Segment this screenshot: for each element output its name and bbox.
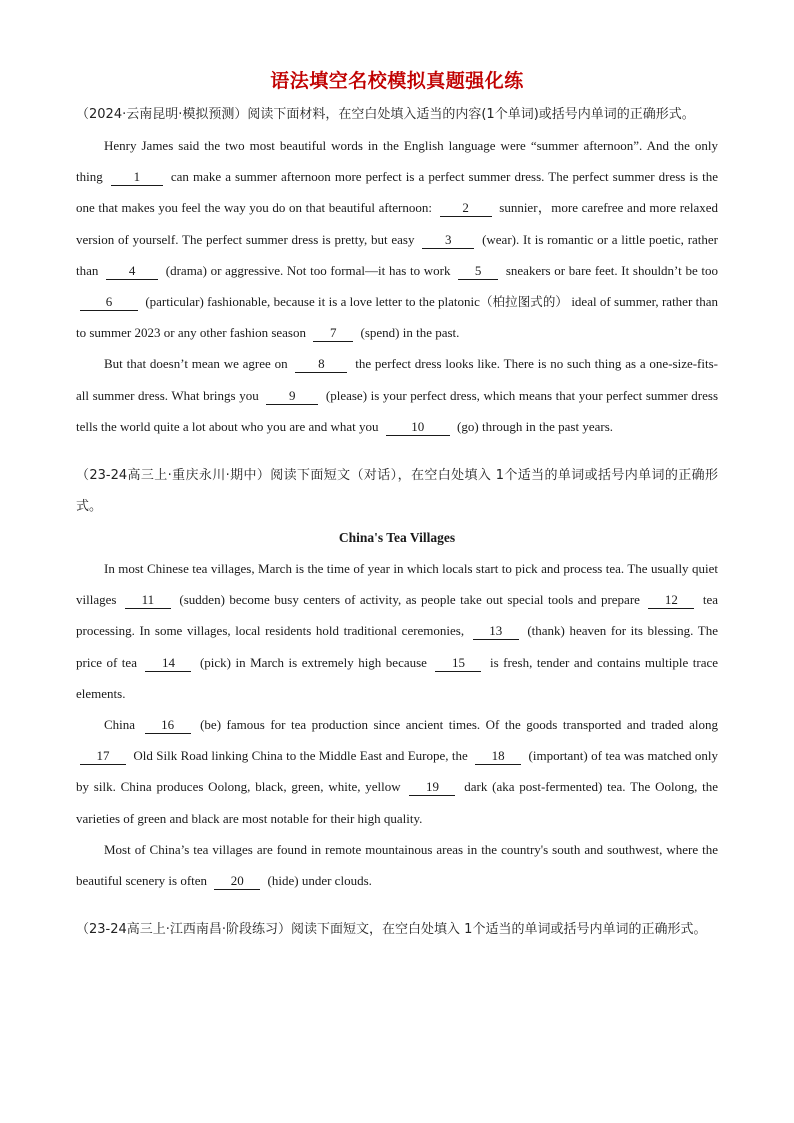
blank-4: 4: [106, 263, 158, 280]
blank-11: 11: [125, 592, 171, 609]
section-1-paragraph-2: But that doesn’t mean we agree on 8 the perfect dress looks like. There is no such thing as a one-size-fits-all summer dress. What brings you 9 (please) is your perfect dress, which means that your perfect summer dress tells the world quite a lot about who you are and what you 10 (go) through in the past years.: [76, 356, 719, 434]
blank-8: 8: [295, 356, 347, 373]
blank-20: 20: [214, 873, 260, 890]
blank-3: 3: [422, 232, 474, 249]
page-title: 语法填空名校模拟真题强化练: [270, 70, 524, 92]
section-2-paragraph-2: China 16 (be) famous for tea production since ancient times. Of the goods transported and traded along 17 Old Silk Road linking China to the Middle East and Europe, the 18 (important) of tea was matched only by silk. China produces Oolong, black, green, white, yellow 19 dark (aka post-fermented) tea. The Oolong, the varieties of green and black are most notable for their high quality.: [76, 717, 719, 826]
section-2-paragraph-1: In most Chinese tea villages, March is the time of year in which locals start to pick and process tea. The usually quiet villages 11 (sudden) become busy centers of activity, as people take out special tools and prepare 12 tea processing. In some villages, local residents hold traditional ceremonies, 13 (thank) heaven for its blessing. The price of tea 14 (pick) in March is extremely high because 15 is fresh, tender and contains multiple trace elements.: [76, 561, 719, 701]
blank-6: 6: [80, 294, 138, 311]
passage-title: China's Tea Villages: [338, 530, 456, 546]
blank-2: 2: [440, 200, 492, 217]
section-2-paragraph-3: Most of China’s tea villages are found in remote mountainous areas in the country's south and southwest, where the beautiful scenery is often 20 (hide) under clouds.: [76, 841, 718, 889]
section-3-instructions: （23-24高三上·江西南昌·阶段练习）阅读下面短文，在空白处填入 1个适当的单词或括号内单词的正确形式。: [76, 922, 707, 938]
blank-13: 13: [473, 623, 519, 640]
blank-12: 12: [648, 592, 694, 609]
blank-17: 17: [80, 748, 126, 765]
section-1-paragraph-1: Henry James said the two most beautiful words in the English language were “summer afternoon”. And the only thing 1 can make a summer afternoon more perfect is a perfect summer dress. The perfect summer dress is the one that makes you feel the way you do on that beautiful afternoon: 2 sunnier，more carefree and more relaxed version of yourself. The perfect summer dress is pretty, but easy 3 (wear). It is romantic or a little poetic, rather than 4 (drama) or aggressive. Not too formal—it has to work 5 sneakers or bare feet. It shouldn’t be too 6 (particular) fashionable, because it is a love letter to the platonic（柏拉图式的） ideal of summer, rather than to summer 2023 or any other fashion season 7 (spend) in the past.: [76, 138, 719, 341]
blank-10: 10: [386, 419, 450, 436]
blank-19: 19: [409, 779, 455, 796]
blank-18: 18: [475, 748, 521, 765]
section-1-instructions: （2024·云南昆明·模拟预测）阅读下面材料，在空白处填入适当的内容(1个单词)或括号内单词的正确形式。: [76, 107, 695, 122]
blank-7: 7: [313, 325, 353, 342]
blank-5: 5: [458, 263, 498, 280]
section-2-instructions: （23-24高三上·重庆永川·期中）阅读下面短文（对话），在空白处填入 1个适当的单词或括号内单词的正确形式。: [76, 468, 718, 515]
blank-15: 15: [435, 655, 481, 672]
blank-14: 14: [145, 655, 191, 672]
blank-16: 16: [145, 717, 191, 734]
blank-1: 1: [111, 169, 163, 186]
blank-9: 9: [266, 388, 318, 405]
